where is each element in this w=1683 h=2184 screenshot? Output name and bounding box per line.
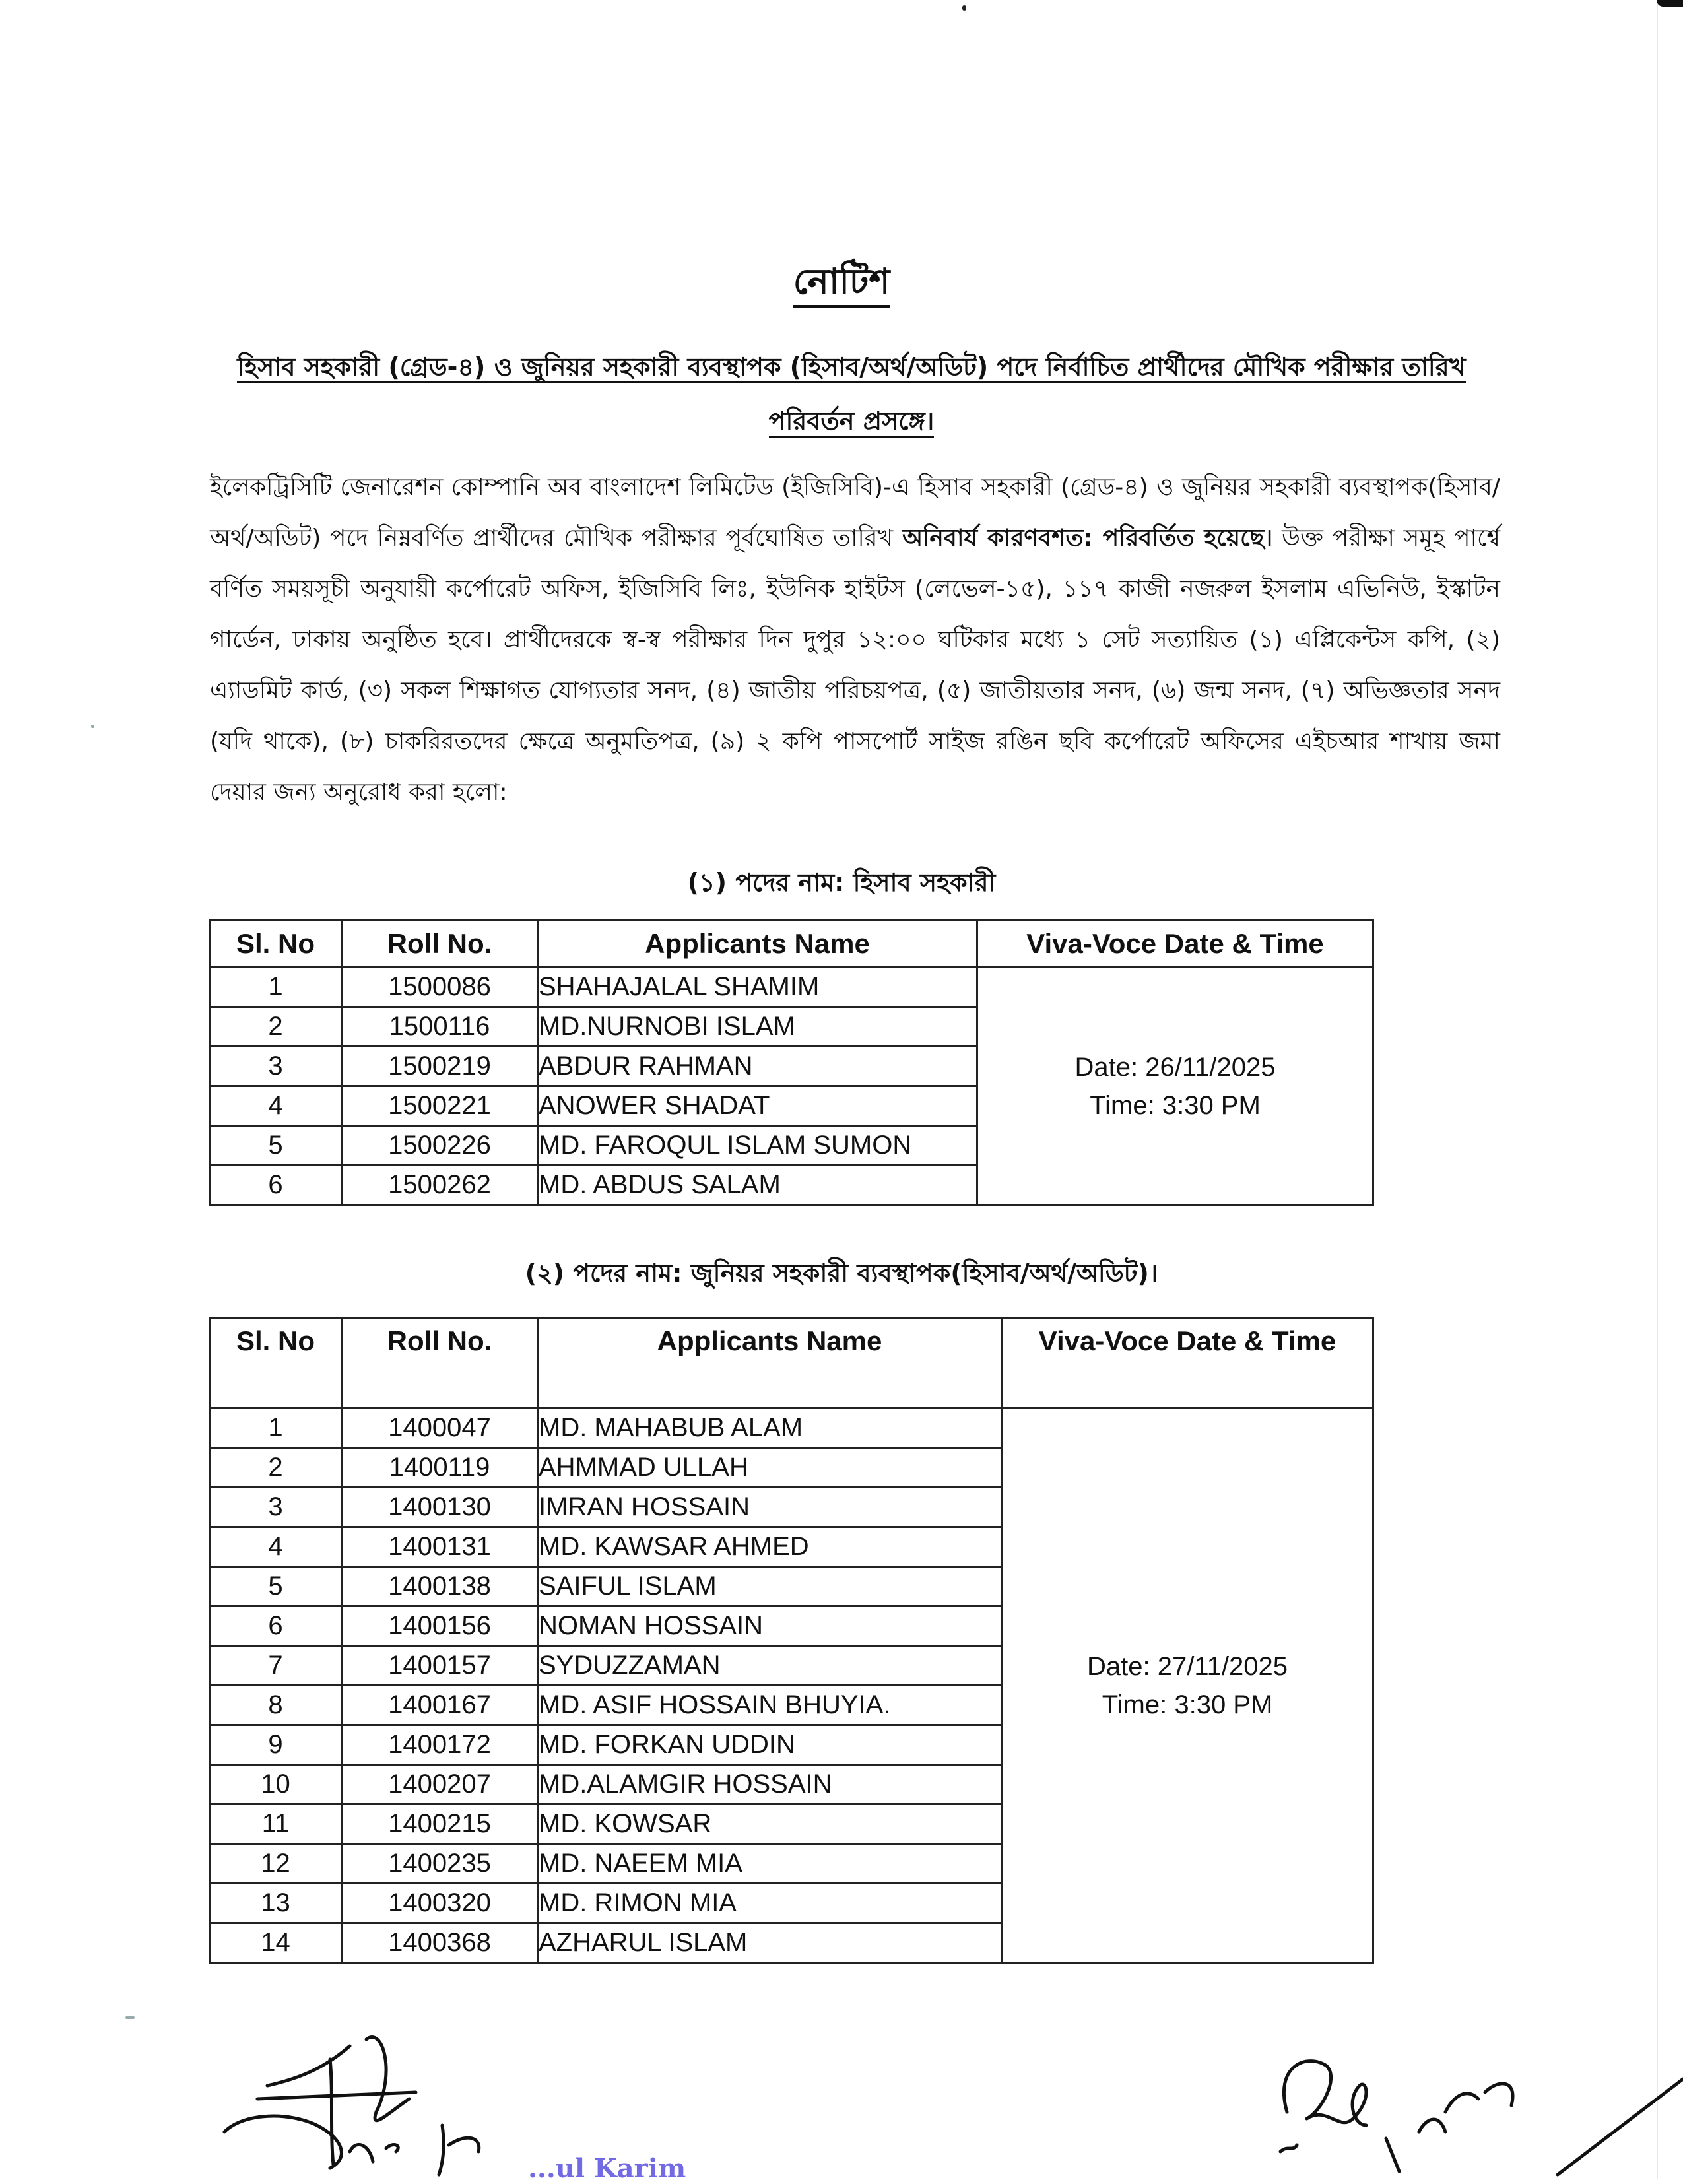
viva-date: Date: 26/11/2025: [1074, 1052, 1276, 1082]
cell-sl: 5: [210, 1567, 342, 1606]
cell-roll: 1400215: [342, 1804, 538, 1844]
cell-roll: 1400157: [342, 1646, 538, 1686]
cell-viva-datetime: [1002, 1408, 1373, 1963]
table-row: [210, 968, 1373, 1007]
notice-title: [0, 254, 1683, 314]
viva-date: Date: 27/11/2025: [1087, 1651, 1288, 1681]
cell-name: SAIFUL ISLAM: [538, 1567, 1002, 1606]
cell-sl: 11: [210, 1804, 342, 1844]
cell-sl: 6: [210, 1166, 342, 1205]
cell-sl: 3: [210, 1488, 342, 1527]
cell-roll: 1400172: [342, 1725, 538, 1765]
table-header-row: [210, 1318, 1373, 1408]
body-text-bold: অনিবার্য কারণবশত: পরিবর্তিত হয়েছে।: [902, 525, 1273, 552]
cell-name: ABDUR RAHMAN: [538, 1047, 977, 1086]
cell-roll: 1400368: [342, 1923, 538, 1963]
cell-sl: 4: [210, 1527, 342, 1567]
cell-name: MD.ALAMGIR HOSSAIN: [538, 1765, 1002, 1804]
cell-name: MD. ASIF HOSSAIN BHUYIA.: [538, 1686, 1002, 1725]
cell-sl: 1: [210, 968, 342, 1007]
scan-corner-mark: [1657, 0, 1683, 7]
cell-roll: 1400320: [342, 1884, 538, 1923]
cell-sl: 14: [210, 1923, 342, 1963]
cell-viva-datetime: [977, 968, 1373, 1205]
cell-name: SHAHAJALAL SHAMIM: [538, 968, 977, 1007]
cell-sl: 8: [210, 1686, 342, 1725]
page-edge: [1657, 0, 1683, 2179]
col-header-sl: Sl. No: [210, 921, 342, 968]
notice-title-text: নোটিশ: [793, 261, 890, 308]
col-header-name: Applicants Name: [538, 921, 977, 968]
cell-name: MD. MAHABUB ALAM: [538, 1408, 1002, 1448]
cell-sl: 13: [210, 1884, 342, 1923]
cell-name: MD. FAROQUL ISLAM SUMON: [538, 1126, 977, 1166]
cell-sl: 4: [210, 1086, 342, 1126]
cell-roll: 1500262: [342, 1166, 538, 1205]
cell-sl: 7: [210, 1646, 342, 1686]
cell-name: SYDUZZAMAN: [538, 1646, 1002, 1686]
col-header-viva: Viva-Voce Date & Time: [1002, 1318, 1373, 1408]
cell-name: ANOWER SHADAT: [538, 1086, 977, 1126]
official-stamp: ...ul Karim: [528, 2153, 686, 2184]
col-header-roll: Roll No.: [342, 1318, 538, 1408]
cell-roll: 1400156: [342, 1606, 538, 1646]
cell-sl: 2: [210, 1007, 342, 1047]
cell-roll: 1400130: [342, 1488, 538, 1527]
notice-subject: [224, 340, 1478, 448]
scan-speck: [962, 5, 966, 11]
cell-sl: 2: [210, 1448, 342, 1488]
subject-line-2: পরিবর্তন প্রসঙ্গে।: [769, 407, 935, 438]
col-header-name: Applicants Name: [538, 1318, 1002, 1408]
cell-name: MD. KOWSAR: [538, 1804, 1002, 1844]
section1-heading: (১) পদের নাম: হিসাব সহকারী: [687, 868, 996, 897]
section2-heading: (২) পদের নাম: জুনিয়র সহকারী ব্যবস্থাপক(হিসাব/অর্থ/অডিট)।: [525, 1259, 1158, 1288]
subject-line-1: হিসাব সহকারী (গ্রেড-৪) ও জুনিয়র সহকারী ব্যবস্থাপক (হিসাব/অর্থ/অডিট) পদে নির্বাচিত প্রার্থীদের মৌখিক পরীক্ষার তারিখ: [237, 352, 1465, 383]
body-text-2: উক্ত পরীক্ষা সমূহ পার্শ্বে বর্ণিত সময়সূচী অনুযায়ী কর্পোরেট অফিস, ইজিসিবি লিঃ, ইউনিক হাইটস (লেভেল-১৫), ১১৭ কাজী নজরুল ইসলাম এভিনিউ, ইস্কাটন গার্ডেন, ঢাকায় অনুষ্ঠিত হবে। প্রার্থীদেরকে স্ব-স্ব পরীক্ষার দিন দুপুর ১২:০০ ঘটিকার মধ্যে ১ সেট সত্যায়িত (১) এপ্লিকেন্টস কপি, (২) এ্যাডমিট কার্ড, (৩) সকল শিক্ষাগত যোগ্যতার সনদ, (৪) জাতীয় পরিচয়পত্র, (৫) জাতীয়তার সনদ, (৬) জন্ম সনদ, (৭) অভিজ্ঞতার সনদ (যদি থাকে), (৮) চাকরিরতদের ক্ষেত্রে অনুমতিপত্র, (৯) ২ কপি পাসপোর্ট সাইজ রঙিন ছবি কর্পোরেট অফিসের এইচআর শাখায় জমা দেয়ার জন্য অনুরোধ করা হলো:: [210, 525, 1501, 806]
col-header-sl: Sl. No: [210, 1318, 342, 1408]
cell-sl: 1: [210, 1408, 342, 1448]
viva-time: Time: 3:30 PM: [1102, 1690, 1273, 1719]
cell-name: MD.NURNOBI ISLAM: [538, 1007, 977, 1047]
cell-name: IMRAN HOSSAIN: [538, 1488, 1002, 1527]
cell-roll: 1500116: [342, 1007, 538, 1047]
cell-name: NOMAN HOSSAIN: [538, 1606, 1002, 1646]
col-header-viva: Viva-Voce Date & Time: [977, 921, 1373, 968]
notice-body: [210, 462, 1500, 818]
cell-name: AHMMAD ULLAH: [538, 1448, 1002, 1488]
cell-sl: 12: [210, 1844, 342, 1884]
cell-name: MD. NAEEM MIA: [538, 1844, 1002, 1884]
scan-speck: [125, 2016, 135, 2019]
viva-table-accounts-assistant: [209, 919, 1374, 1206]
cell-sl: 10: [210, 1765, 342, 1804]
cell-roll: 1500086: [342, 968, 538, 1007]
cell-roll: 1500219: [342, 1047, 538, 1086]
cell-roll: 1400207: [342, 1765, 538, 1804]
cell-sl: 6: [210, 1606, 342, 1646]
table-row: [210, 1408, 1373, 1448]
viva-table-junior-asst-manager: [209, 1317, 1374, 1964]
signature-right-icon: [1267, 2039, 1683, 2179]
cell-roll: 1400235: [342, 1844, 538, 1884]
body-text-1: ইলেকট্রিসিটি জেনারেশন কোম্পানি অব বাংলাদেশ লিমিটেড (ইজিসিবি)-এ হিসাব সহকারী (গ্রেড-৪) ও জুনিয়র সহকারী ব্যবস্থাপক(হিসাব/অর্থ/অডিট) পদে নিম্নবর্ণিত প্রার্থীদের মৌখিক পরীক্ষার পূর্বঘোষিত তারিখ: [210, 474, 1500, 552]
cell-roll: 1400131: [342, 1527, 538, 1567]
cell-roll: 1500226: [342, 1126, 538, 1166]
cell-name: MD. RIMON MIA: [538, 1884, 1002, 1923]
cell-sl: 3: [210, 1047, 342, 1086]
cell-name: AZHARUL ISLAM: [538, 1923, 1002, 1963]
cell-roll: 1500221: [342, 1086, 538, 1126]
signature-left-icon: [218, 2033, 495, 2179]
cell-name: MD. KAWSAR AHMED: [538, 1527, 1002, 1567]
cell-roll: 1400167: [342, 1686, 538, 1725]
cell-roll: 1400119: [342, 1448, 538, 1488]
cell-name: MD. ABDUS SALAM: [538, 1166, 977, 1205]
cell-sl: 9: [210, 1725, 342, 1765]
cell-roll: 1400047: [342, 1408, 538, 1448]
scan-speck: [91, 725, 94, 728]
cell-name: MD. FORKAN UDDIN: [538, 1725, 1002, 1765]
table-header-row: [210, 921, 1373, 968]
cell-roll: 1400138: [342, 1567, 538, 1606]
cell-sl: 5: [210, 1126, 342, 1166]
viva-time: Time: 3:30 PM: [1090, 1090, 1261, 1120]
col-header-roll: Roll No.: [342, 921, 538, 968]
